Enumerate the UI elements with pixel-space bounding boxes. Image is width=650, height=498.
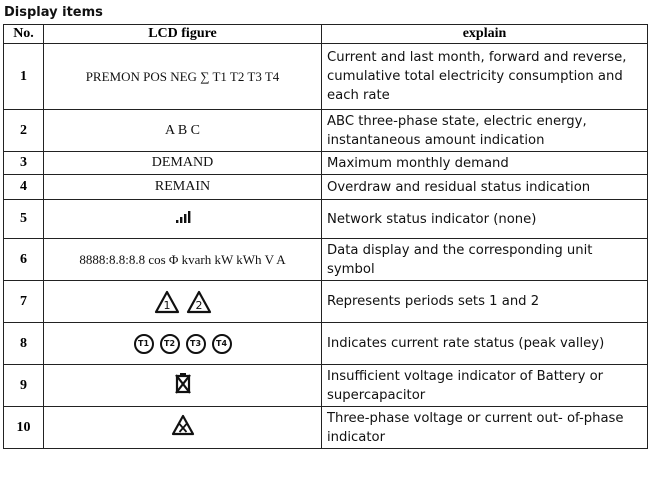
explain-text: Maximum monthly demand [322,152,648,175]
table-row [4,200,648,239]
lcd-figure-text: A B C [44,110,322,152]
explain-text: Overdraw and residual status indication [322,175,648,200]
row-number: 10 [4,407,44,449]
lcd-figure-icon-cell [44,281,322,323]
rate-circle-icon: T3 [186,334,206,354]
column-header-lcd-figure: LCD figure [44,25,322,44]
period-triangle-icon [154,290,180,314]
lcd-figure-icon-cell [44,365,322,407]
row-number: 9 [4,365,44,407]
explain-text: Represents periods sets 1 and 2 [322,281,648,323]
period-set-triangles-icon [154,290,212,314]
period-triangle-icon [186,290,212,314]
table-row [4,239,648,281]
rate-circle-icon: T4 [212,334,232,354]
table-row [4,323,648,365]
row-number: 5 [4,200,44,239]
section-title: Display items [4,5,103,20]
rate-circle-icon: T2 [160,334,180,354]
explain-text: Data display and the corresponding unit symbol [322,239,648,281]
table-row [4,110,648,152]
table-row [4,365,648,407]
row-number: 4 [4,175,44,200]
signal-bars-icon [175,210,191,224]
battery-crossed-icon [175,372,191,394]
explain-text: Current and last month, forward and reverse, cumulative total electricity consumption and each rate [322,44,648,110]
lcd-figure-text: REMAIN [44,175,322,200]
period-label: 2 [195,298,202,312]
rate-circle-icon: T1 [134,334,154,354]
row-number: 2 [4,110,44,152]
period-label: 1 [163,298,170,312]
lcd-figure-text: PREMON POS NEG ∑ T1 T2 T3 T4 [44,44,322,110]
row-number: 7 [4,281,44,323]
table-row [4,44,648,110]
row-number: 8 [4,323,44,365]
lcd-figure-text: DEMAND [44,152,322,175]
lcd-figure-icon-cell [44,200,322,239]
row-number: 6 [4,239,44,281]
table-row [4,175,648,200]
explain-text: Insufficient voltage indicator of Battery or supercapacitor [322,365,648,407]
triangle-x-warning-icon [171,414,195,436]
lcd-figure-text: 8888:8.8:8.8 cos Φ kvarh kW kWh V A [44,239,322,281]
column-header-no: No. [4,25,44,44]
row-number: 3 [4,152,44,175]
lcd-figure-icon-cell [44,323,322,365]
explain-text: Three-phase voltage or current out- of-phase indicator [322,407,648,449]
column-header-explain: explain [322,25,648,44]
display-items-table [3,24,648,449]
table-row [4,152,648,175]
row-number: 1 [4,44,44,110]
lcd-figure-icon-cell [44,407,322,449]
explain-text: Network status indicator (none) [322,200,648,239]
table-row [4,407,648,449]
table-row [4,281,648,323]
table-header-row [4,25,648,44]
rate-circles-icon [134,334,232,354]
explain-text: ABC three-phase state, electric energy, instantaneous amount indication [322,110,648,152]
explain-text: Indicates current rate status (peak valley) [322,323,648,365]
